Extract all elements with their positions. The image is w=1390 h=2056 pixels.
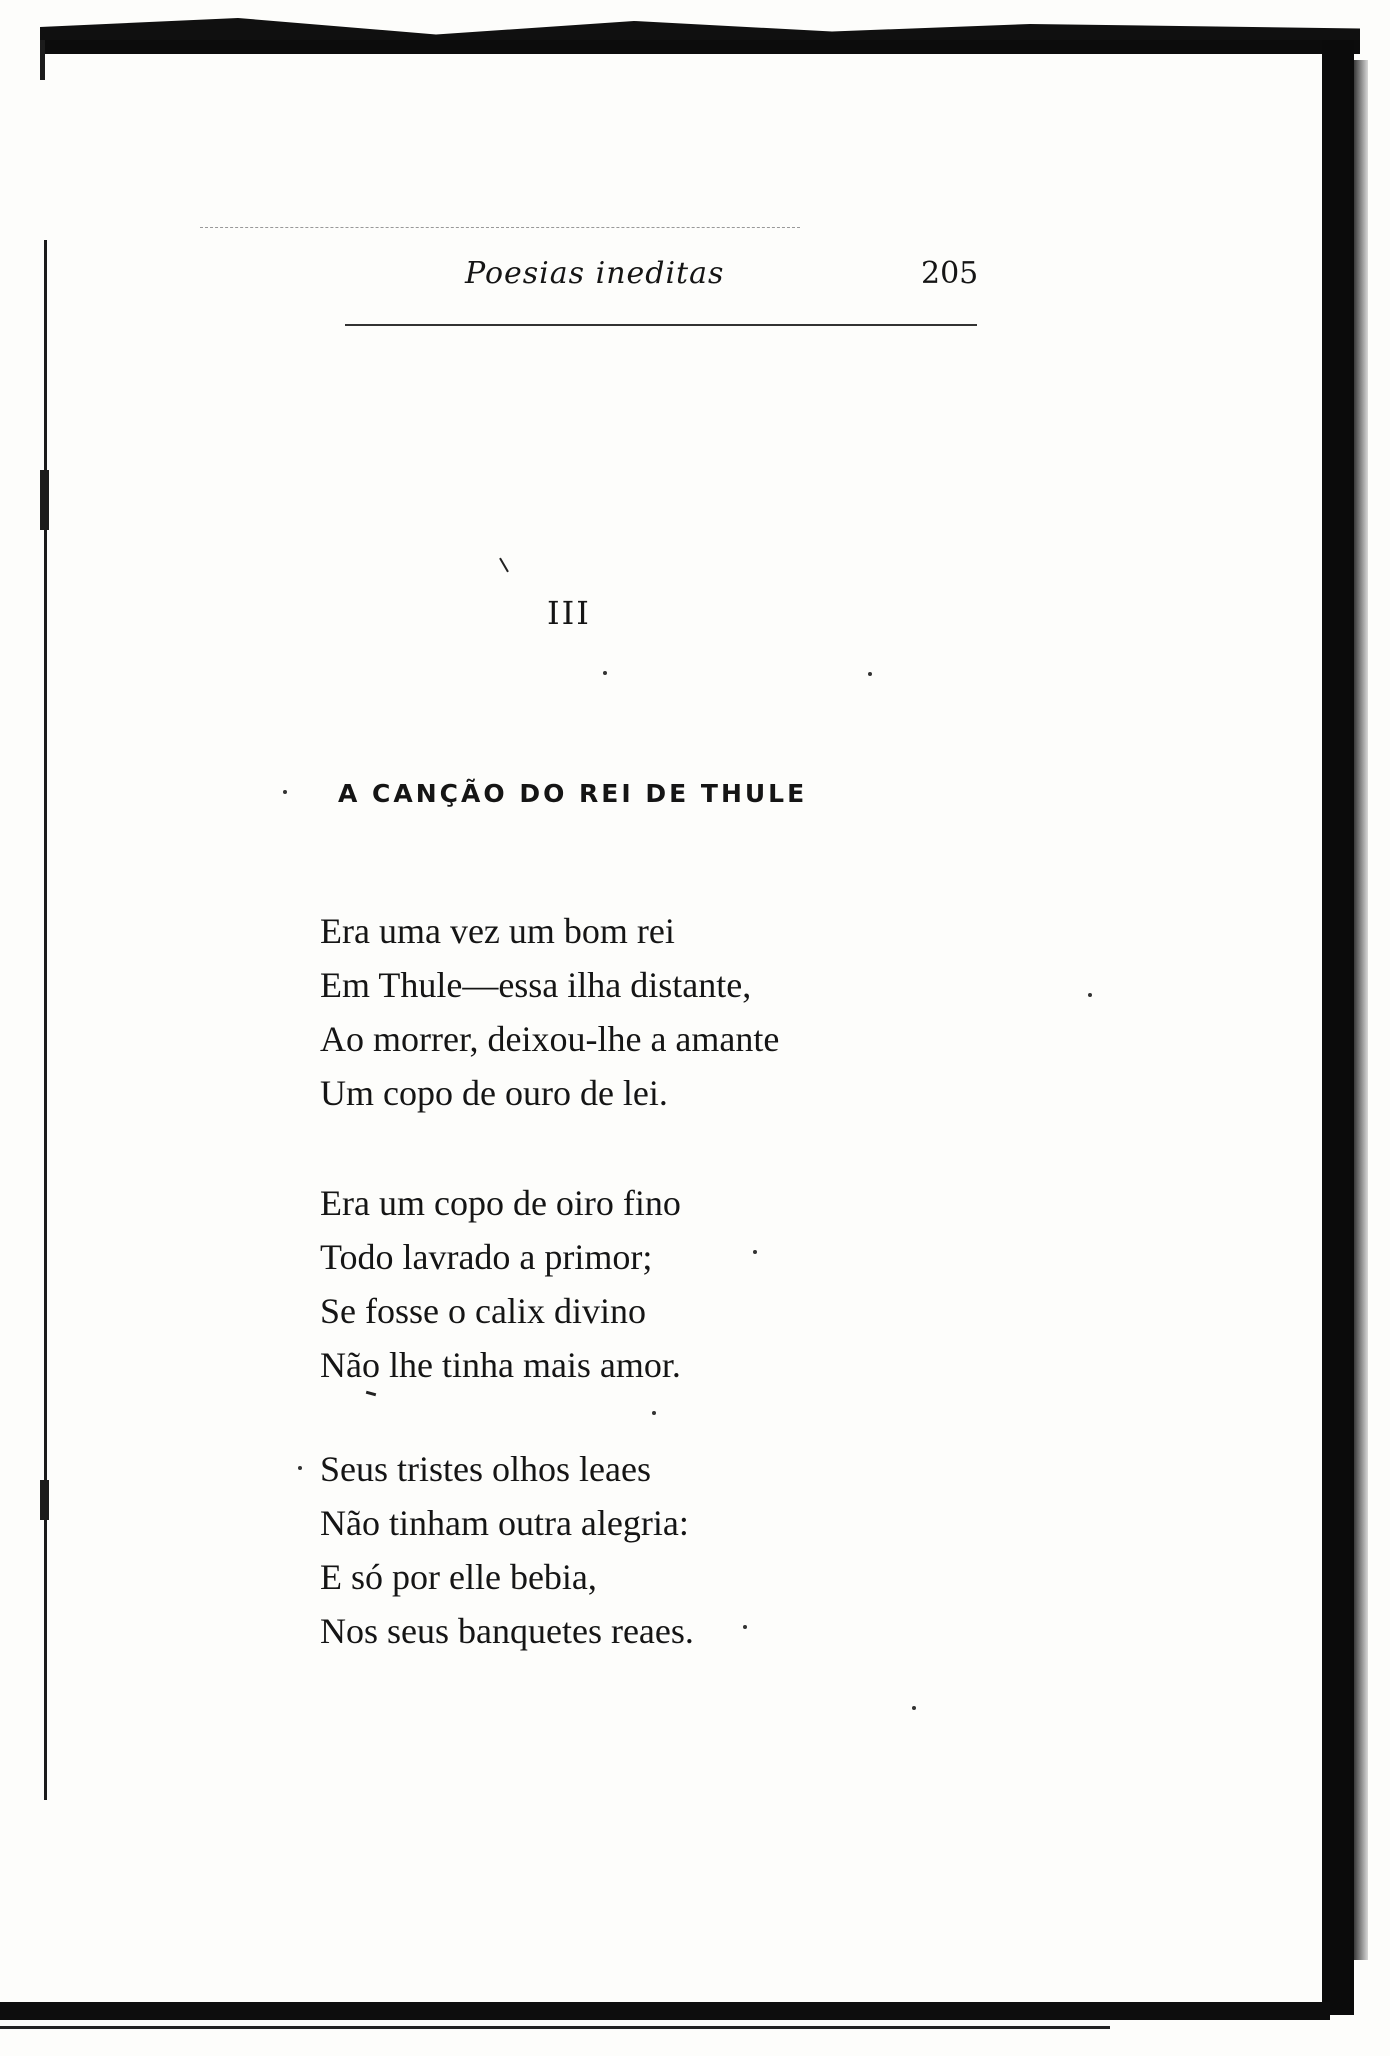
verse-line: Não lhe tinha mais amor. <box>320 1345 681 1385</box>
header-rule-top <box>200 227 800 229</box>
print-speck <box>753 1250 757 1254</box>
running-title: Poesias ineditas <box>465 256 725 291</box>
scan-border-bottom-thin <box>0 2026 1110 2029</box>
verse-line: Um copo de ouro de lei. <box>320 1073 668 1113</box>
print-speck <box>499 558 509 573</box>
print-speck <box>868 672 872 676</box>
header-rule-bottom <box>345 324 977 326</box>
scan-border-top-line <box>40 40 1360 54</box>
verse-line: Não tinham outra alegria: <box>320 1503 689 1543</box>
scan-border-right <box>1322 40 1354 2015</box>
verse-line: Ao morrer, deixou-lhe a amante <box>320 1019 780 1059</box>
scan-border-right-edge <box>1354 60 1368 1960</box>
scan-border-left-tick <box>40 470 49 530</box>
verse-line: Nos seus banquetes reaes. <box>320 1611 694 1651</box>
print-speck <box>603 671 607 675</box>
verse-line: Em Thule—essa ilha distante, <box>320 965 752 1005</box>
verse-line: Todo lavrado a primor; <box>320 1237 653 1277</box>
page-number: 205 <box>921 256 979 291</box>
stanza <box>320 904 940 1120</box>
print-speck <box>1088 993 1092 997</box>
print-speck <box>912 1706 916 1710</box>
section-number: III <box>547 594 591 632</box>
print-speck <box>743 1625 747 1629</box>
scan-border-left-top <box>40 40 45 80</box>
verse-line: Era um copo de oiro fino <box>320 1183 681 1223</box>
stanza <box>320 1176 940 1392</box>
scan-border-left-tick-lower <box>40 1480 49 1520</box>
verse-line: Se fosse o calix divino <box>320 1291 646 1331</box>
stanza <box>320 1442 940 1658</box>
poem-title: A CANÇÃO DO REI DE THULE <box>338 779 808 808</box>
print-speck <box>283 790 287 794</box>
verse-line: Era uma vez um bom rei <box>320 911 675 951</box>
scan-border-bottom <box>0 2002 1330 2020</box>
verse-line: Seus tristes olhos leaes <box>320 1449 651 1489</box>
verse-line: E só por elle bebia, <box>320 1557 597 1597</box>
print-speck <box>652 1411 656 1415</box>
print-speck <box>298 1466 302 1470</box>
